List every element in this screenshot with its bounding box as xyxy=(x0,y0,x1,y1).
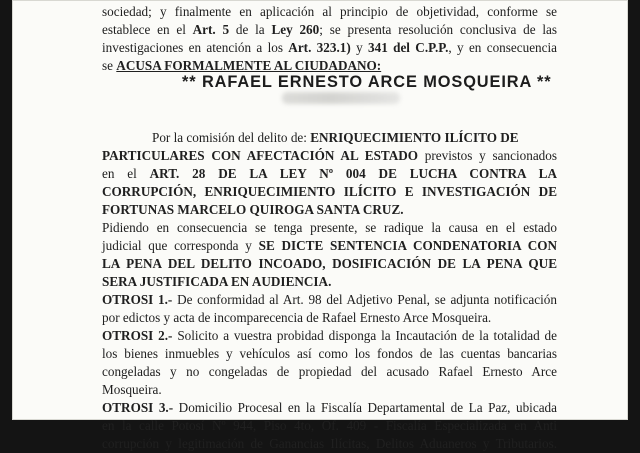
text-run: OTROSI 3.- xyxy=(102,400,174,415)
text-run: Pidiendo en consecuencia se tenga presente, se radique la causa en el estado xyxy=(102,220,557,235)
p3-line-3 xyxy=(102,256,557,273)
text-run: SE DICTE SENTENCIA CONDENATORIA CON xyxy=(258,238,557,253)
p2-line-2 xyxy=(102,148,557,165)
p3-line-1 xyxy=(102,220,557,237)
text-run: ; se presenta resolución conclusiva de las xyxy=(319,22,557,37)
p1-line-1 xyxy=(102,4,557,21)
text-run: y xyxy=(350,40,369,55)
text-run: Art. 323.1) xyxy=(288,40,351,55)
p3-line-2 xyxy=(102,238,557,255)
p3-line-4 xyxy=(102,274,331,291)
p2-line-5 xyxy=(102,202,404,219)
otrosi-2-line-1 xyxy=(102,328,557,345)
text-run: Solicito a vuestra probidad disponga la Incautación de la totalidad de xyxy=(172,328,557,343)
text-run: Por la comisión del delito de: xyxy=(152,130,311,145)
otrosi-2-line-4 xyxy=(102,382,162,399)
text-run: por edictos y acta de incomparecencia de Rafael Ernesto Arce Mosqueira. xyxy=(102,310,492,325)
text-run: Ley 260 xyxy=(271,22,320,37)
redacted-id-smudge xyxy=(282,92,400,104)
text-run: corrupción y legitimación de Ganancias Ilícitas, Delitos Aduaneros y Tributarios. xyxy=(102,436,557,451)
text-run: CORRUPCIÓN, ENRIQUECIMIENTO ILÍCITO E INVESTIGACIÓN DE xyxy=(102,184,557,199)
text-run: establece en el xyxy=(102,22,193,37)
text-run: ART. 28 DE LA LEY Nº 004 DE LUCHA CONTRA LA xyxy=(149,166,557,181)
text-run: PARTICULARES CON AFECTACIÓN AL ESTADO xyxy=(102,148,419,163)
text-run: judicial que corresponda y xyxy=(102,238,259,253)
p2-line-3 xyxy=(102,166,557,183)
text-run: sociedad; y finalmente en aplicación al principio de objetividad, conforme se xyxy=(102,4,557,19)
text-run: previstos y sancionados xyxy=(418,148,557,163)
otrosi-1-line-2 xyxy=(102,310,491,327)
text-run: investigaciones en atención a los xyxy=(102,40,289,55)
text-run: de la xyxy=(229,22,272,37)
text-run: se xyxy=(102,58,117,73)
text-run: congeladas y no congeladas de propiedad del acusado Rafael Ernesto Arce xyxy=(102,364,557,379)
text-run: en el xyxy=(102,166,150,181)
text-run: en la calle Potosí Nº 944, Piso 4to, Of. 409 - Fiscalía Especializada en Anti xyxy=(102,418,557,433)
document-page xyxy=(12,0,628,451)
text-run: los bienes inmuebles y vehículos así como los fondos de las cuentas bancarias xyxy=(102,346,557,361)
p1-line-3 xyxy=(102,40,557,57)
p1-line-2 xyxy=(102,22,557,39)
text-run: ACUSA FORMALMENTE AL CIUDADANO: xyxy=(116,58,382,73)
text-run: 341 del C.P.P. xyxy=(368,40,449,55)
accused-name: ** RAFAEL ERNESTO ARCE MOSQUEIRA ** xyxy=(182,73,552,91)
text-run: SERA JUSTIFICADA EN AUDIENCIA. xyxy=(102,274,332,289)
otrosi-2-line-3 xyxy=(102,364,557,381)
p2-line-1 xyxy=(152,130,519,147)
text-run: Art. 5 xyxy=(192,22,230,37)
text-run: ENRIQUECIMIENTO ILÍCITO DE xyxy=(310,130,519,145)
text-run: OTROSI 1.- xyxy=(102,292,173,307)
otrosi-3-line-1 xyxy=(102,400,557,417)
otrosi-3-line-2 xyxy=(102,418,557,435)
text-run: LA PENA DEL DELITO INCOADO, DOSIFICACIÓN DE LA PENA QUE xyxy=(102,256,557,271)
text-run: FORTUNAS MARCELO QUIROGA SANTA CRUZ. xyxy=(102,202,404,217)
text-run: Mosqueira. xyxy=(102,382,162,397)
otrosi-2-line-2 xyxy=(102,346,557,363)
otrosi-1-line-1 xyxy=(102,292,557,309)
text-run: OTROSI 2.- xyxy=(102,328,173,343)
otrosi-3-line-3 xyxy=(102,436,557,453)
text-run: Domicilio Procesal en la Fiscalía Departamental de La Paz, ubicada xyxy=(173,400,557,415)
text-run: , y en consecuencia xyxy=(448,40,558,55)
p2-line-4 xyxy=(102,184,557,201)
text-run: De conformidad al Art. 98 del Adjetivo Penal, se adjunta notificación xyxy=(172,292,557,307)
